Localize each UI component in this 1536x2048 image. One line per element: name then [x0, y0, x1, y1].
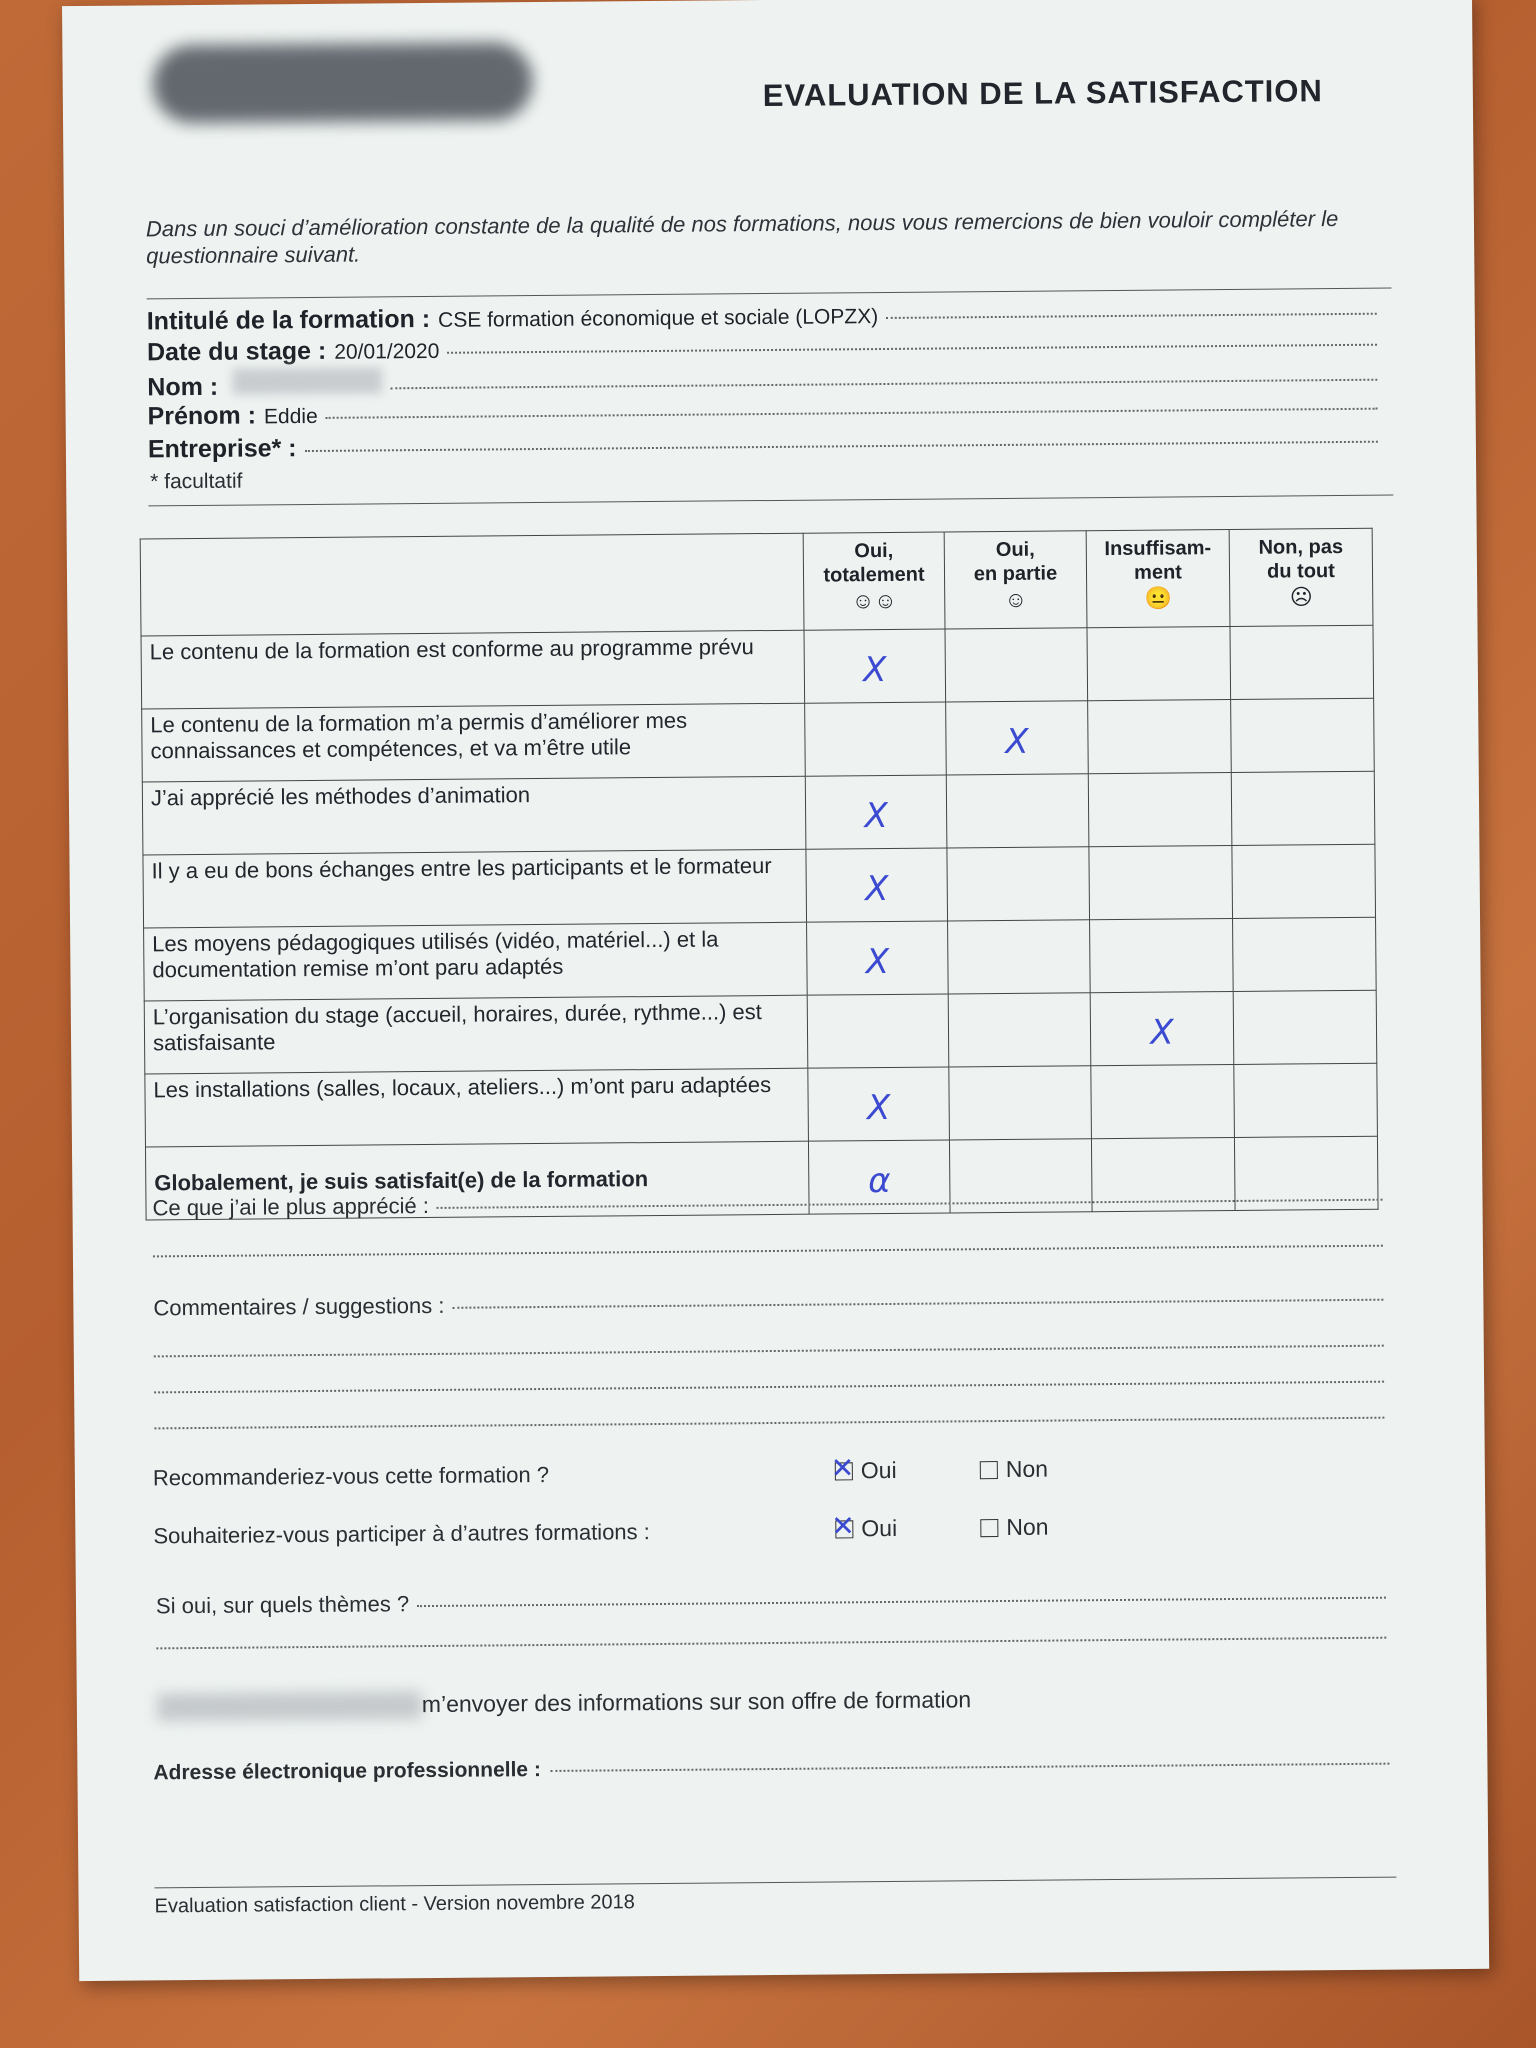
- suggestions-field[interactable]: [153, 1285, 1383, 1322]
- header-insuffisamment: [1086, 529, 1230, 627]
- answer-cell[interactable]: [1088, 772, 1232, 846]
- table-row: [143, 844, 1376, 928]
- question-cell: Le contenu de la formation est conforme au programme prévu: [141, 630, 805, 709]
- answer-cell[interactable]: [1088, 699, 1232, 773]
- table-row: [144, 990, 1377, 1074]
- checkbox-icon[interactable]: [980, 1461, 998, 1479]
- answer-cell[interactable]: [1090, 918, 1234, 992]
- answer-cell[interactable]: [1089, 845, 1233, 919]
- prenom-label: Prénom :: [147, 401, 257, 431]
- option-label: Non: [1005, 1455, 1049, 1482]
- dotted-line: [417, 1597, 1386, 1607]
- answer-cell[interactable]: [807, 921, 949, 995]
- answer-cell[interactable]: [1087, 626, 1231, 700]
- entreprise-label: Entreprise* :: [147, 434, 297, 464]
- table-row: [142, 698, 1375, 782]
- question-cell: J’ai apprécié les méthodes d’animation: [142, 776, 806, 855]
- answer-cell[interactable]: [1234, 1063, 1378, 1137]
- question-cell: Les installations (salles, locaux, ateliers...) m’ont paru adaptées: [145, 1068, 809, 1147]
- option-label: Oui: [860, 1456, 897, 1484]
- checkbox-icon[interactable]: [835, 1462, 853, 1480]
- answer-cell[interactable]: [1090, 991, 1234, 1065]
- page-title: EVALUATION DE LA SATISFACTION: [762, 73, 1323, 114]
- nom-label: Nom :: [147, 372, 219, 402]
- recommend-oui-option[interactable]: [835, 1457, 897, 1485]
- dotted-line: [305, 440, 1378, 452]
- dotted-line: [390, 378, 1377, 390]
- email-label: Adresse électronique professionnelle :: [153, 1758, 541, 1785]
- neutral-face-icon: 😐: [1144, 585, 1173, 611]
- divider: [148, 495, 1393, 507]
- handwritten-mark: X: [864, 868, 889, 910]
- table-row: [141, 625, 1374, 709]
- header-line: ment: [1134, 561, 1182, 584]
- themes-field[interactable]: [156, 1583, 1386, 1620]
- dotted-line: [447, 343, 1377, 354]
- form-sheet: [62, 0, 1489, 1981]
- prenom-value: Eddie: [263, 404, 318, 429]
- answer-cell[interactable]: [1233, 917, 1377, 991]
- dotted-line: [452, 1299, 1383, 1309]
- table-row: [144, 917, 1377, 1001]
- dotted-line: [437, 1199, 1383, 1209]
- answer-cell[interactable]: [947, 847, 1090, 921]
- answer-cell[interactable]: [805, 702, 947, 776]
- blurred-name: [232, 367, 382, 394]
- double-smiley-icon: ☺☺: [851, 587, 897, 614]
- recommend-non-option[interactable]: [980, 1456, 1048, 1484]
- answer-cell[interactable]: [804, 629, 946, 703]
- dotted-line: [154, 1381, 1384, 1394]
- answer-cell[interactable]: [946, 701, 1089, 775]
- other-non-option[interactable]: [980, 1514, 1048, 1542]
- formation-value: CSE formation économique et sociale (LOPZX): [438, 305, 879, 332]
- handwritten-mark: X: [863, 649, 887, 691]
- header-line: en partie: [973, 562, 1058, 586]
- liked-label: Ce que j’ai le plus apprécié :: [152, 1192, 430, 1221]
- dotted-line: [153, 1245, 1383, 1258]
- answer-cell[interactable]: [808, 1067, 950, 1141]
- dotted-line: [154, 1345, 1384, 1358]
- handwritten-mark: X: [865, 941, 890, 983]
- header-line: du tout: [1267, 560, 1335, 583]
- handwritten-mark: α: [867, 1160, 891, 1202]
- footer-version: Evaluation satisfaction client - Version novembre 2018: [154, 1891, 635, 1918]
- answer-cell[interactable]: [1230, 625, 1374, 699]
- recommend-question: Recommanderiez-vous cette formation ?: [152, 1461, 550, 1491]
- answer-cell[interactable]: [1231, 771, 1375, 845]
- info-consent-text: m’envoyer des informations sur son offre de formation: [421, 1686, 972, 1718]
- optional-note: * facultatif: [150, 469, 243, 494]
- checkbox-icon[interactable]: [835, 1520, 853, 1538]
- question-cell: L’organisation du stage (accueil, horaires, durée, rythme...) est satisfaisante: [144, 995, 808, 1074]
- question-cell: Le contenu de la formation m’a permis d’améliorer mes connaissances et compétences, et va m’être utile: [142, 703, 806, 782]
- entreprise-field[interactable]: [148, 425, 1378, 465]
- header-line: Non, pas: [1258, 535, 1344, 559]
- other-oui-option[interactable]: [835, 1515, 897, 1543]
- answer-cell[interactable]: [948, 920, 1091, 994]
- date-value: 20/01/2020: [334, 339, 440, 364]
- intro-text: Dans un souci d’amélioration constante de la qualité de nos formations, nous vous remercions de bien vouloir compléter le questionnaire suivant.: [145, 206, 1339, 269]
- header-oui-en-partie: [944, 531, 1087, 629]
- question-cell: Les moyens pédagogiques utilisés (vidéo, matériel...) et la documentation remise m’ont paru adaptés: [144, 922, 808, 1001]
- answer-cell[interactable]: [805, 775, 947, 849]
- answer-cell[interactable]: [1232, 844, 1376, 918]
- handwritten-mark: X: [864, 795, 888, 837]
- divider: [154, 1877, 1396, 1889]
- answer-cell[interactable]: [806, 848, 948, 922]
- handwritten-mark: X: [866, 1087, 891, 1129]
- smiley-icon: ☺: [1004, 586, 1028, 612]
- header-line: totalement: [823, 563, 925, 587]
- answer-cell[interactable]: [945, 628, 1088, 702]
- header-non-pas-du-tout: [1229, 528, 1373, 626]
- formation-label: Intitulé de la formation :: [146, 304, 431, 336]
- dotted-line: [154, 1417, 1384, 1430]
- sad-face-icon: ☹: [1289, 584, 1313, 610]
- answer-cell[interactable]: [807, 994, 949, 1068]
- header-line: Oui,: [995, 538, 1035, 562]
- table-row: [142, 771, 1375, 855]
- answer-cell[interactable]: [946, 774, 1089, 848]
- checkbox-icon[interactable]: [980, 1519, 998, 1537]
- blurred-logo: [152, 42, 533, 123]
- dotted-line: [326, 407, 1378, 419]
- option-label: Non: [1006, 1513, 1049, 1540]
- header-line: Insuffisam-: [1104, 537, 1212, 561]
- answer-cell[interactable]: [1091, 1064, 1235, 1138]
- handwritten-mark: X: [1005, 721, 1029, 762]
- table-corner: [140, 533, 804, 636]
- dotted-line: [156, 1637, 1386, 1650]
- question-cell: Il y a eu de bons échanges entre les participants et le formateur: [143, 849, 807, 928]
- handwritten-mark: X: [1150, 1012, 1174, 1053]
- answer-cell[interactable]: [1233, 990, 1377, 1064]
- answer-cell[interactable]: [949, 1066, 1092, 1140]
- blurred-company-name: [157, 1691, 422, 1721]
- suggestions-label: Commentaires / suggestions :: [153, 1292, 445, 1321]
- header-oui-totalement: [803, 532, 945, 630]
- email-field[interactable]: [153, 1751, 1389, 1786]
- header-line: Oui,: [854, 539, 894, 563]
- dotted-line: [551, 1763, 1390, 1772]
- question-cell: Globalement, je suis satisfait(e) de la formation: [145, 1141, 809, 1220]
- date-label: Date du stage :: [146, 336, 327, 367]
- other-question: Souhaiteriez-vous participer à d’autres formations :: [153, 1519, 650, 1549]
- option-label: Oui: [861, 1514, 898, 1542]
- dotted-line: [886, 312, 1377, 319]
- table-row: [145, 1063, 1378, 1147]
- answer-cell[interactable]: [948, 993, 1091, 1067]
- answer-cell[interactable]: [1231, 698, 1375, 772]
- satisfaction-table: [140, 528, 1379, 1221]
- themes-label: Si oui, sur quels thèmes ?: [155, 1591, 410, 1619]
